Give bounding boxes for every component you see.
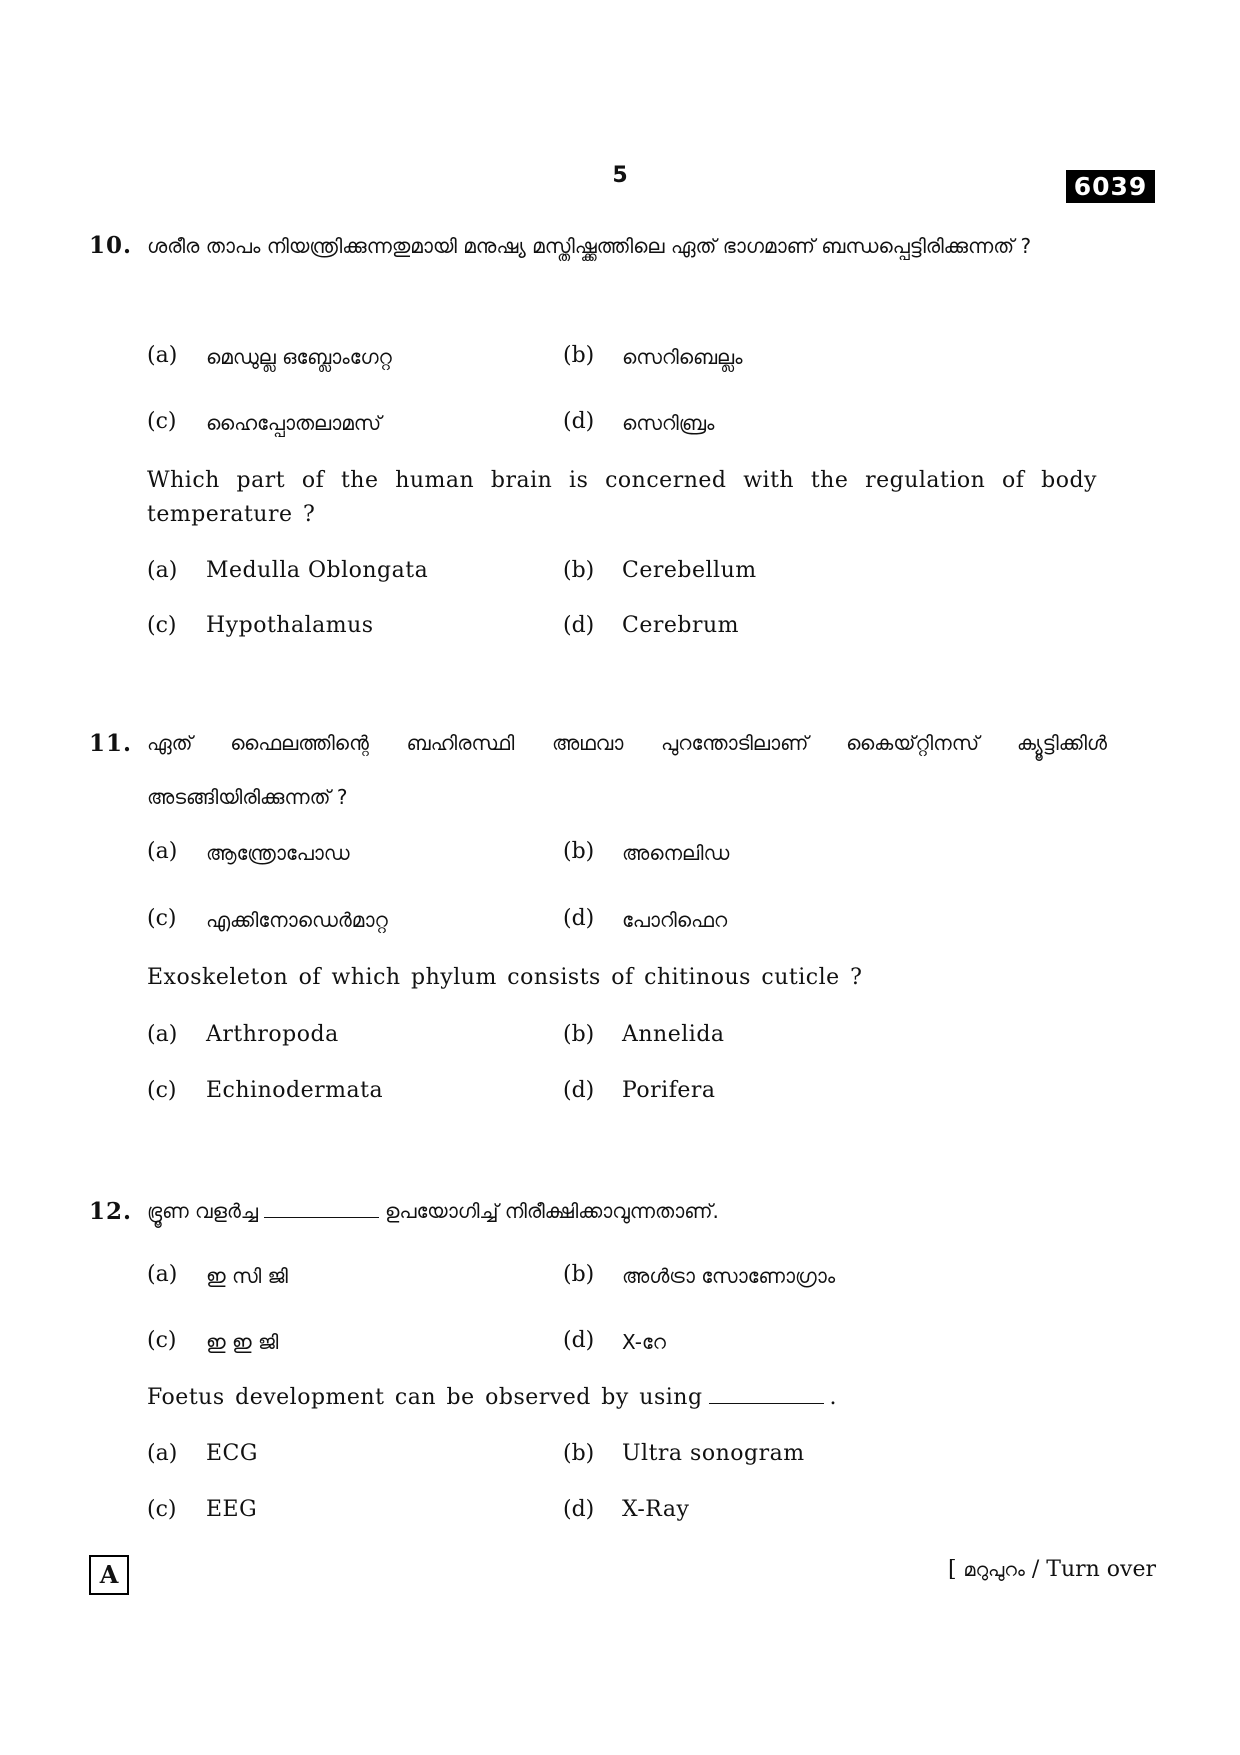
option-text-english: EEG xyxy=(206,1497,258,1522)
option-text-english: Medulla Oblongata xyxy=(206,558,429,583)
turn-over-english: Turn over xyxy=(1046,1557,1156,1582)
option-label: (c) xyxy=(147,1328,177,1353)
option-label: (b) xyxy=(563,343,595,368)
option-label: (b) xyxy=(563,1022,595,1047)
option-text-english: Annelida xyxy=(622,1022,725,1047)
option-label: (c) xyxy=(147,906,177,931)
question-text-malayalam: ശരീര താപം നിയന്ത്രിക്കുന്നതുമായി മനുഷ്യ മസ്തിഷ്ക്കത്തിലെ ഏത് ഭാഗമാണ് ബന്ധപ്പെട്ടിരിക്കുന്നത് ? xyxy=(147,234,1032,258)
option-text-english: Arthropoda xyxy=(206,1022,339,1047)
option-text-malayalam: ഹൈപ്പോതലാമസ് xyxy=(206,411,382,435)
turn-over-malayalam: മറുപുറം xyxy=(963,1559,1025,1581)
fill-in-blank xyxy=(264,1216,379,1218)
option-label: (a) xyxy=(147,558,178,583)
page-number: 5 xyxy=(612,163,628,188)
option-label: (d) xyxy=(563,906,595,931)
option-text-malayalam: അൾട്രാ സോണോഗ്രാം xyxy=(622,1264,836,1288)
option-text-malayalam: എക്കിനോഡെർമാറ്റ xyxy=(206,908,388,932)
option-label: (a) xyxy=(147,839,178,864)
fill-in-blank xyxy=(709,1402,824,1404)
option-label: (d) xyxy=(563,1078,595,1103)
question-text-english xyxy=(147,1381,1097,1415)
option-text-english: Cerebellum xyxy=(622,558,757,583)
version-label-box: A xyxy=(89,1555,129,1595)
option-text-english: X-Ray xyxy=(622,1497,690,1522)
option-text-malayalam: സെറിബ്രം xyxy=(622,411,715,435)
option-label: (b) xyxy=(563,839,595,864)
paper-code-badge: 6039 xyxy=(1066,170,1155,203)
option-text-malayalam: ഇ ഇ ജി xyxy=(206,1330,279,1354)
option-text-malayalam: X-റേ xyxy=(622,1330,666,1354)
option-label: (d) xyxy=(563,613,595,638)
question-text-malayalam xyxy=(147,1184,1107,1238)
option-text-english: Cerebrum xyxy=(622,613,740,638)
option-text-english: Echinodermata xyxy=(206,1078,384,1103)
question-text-english: Which part of the human brain is concerned with the regulation of body temperature ? xyxy=(147,468,1097,527)
option-text-malayalam: മെഡുല്ല ഒബ്ലോംഗേറ്റ xyxy=(206,345,392,369)
option-label: (c) xyxy=(147,1078,177,1103)
option-label: (a) xyxy=(147,343,178,368)
question-text-malayalam: ഏത് ഫൈലത്തിന്റെ ബഹിരസ്ഥി അഥവാ പുറന്തോടിലാണ് കൈയ്റ്റിനസ് ക്യൂട്ടിക്കിൾ അടങ്ങിയിരിക്കുന്നത് ? xyxy=(147,731,1107,809)
option-label: (b) xyxy=(563,1262,595,1287)
question-text-after-blank: . xyxy=(829,1385,838,1410)
option-label: (d) xyxy=(563,1328,595,1353)
question-text-after-blank: ഉപയോഗിച്ച് നിരീക്ഷിക്കാവുന്നതാണ്. xyxy=(384,1199,719,1223)
option-text-malayalam: ഇ സി ജി xyxy=(206,1264,288,1288)
option-label: (d) xyxy=(563,409,595,434)
turn-over-separator: / xyxy=(1031,1557,1040,1582)
option-text-english: ECG xyxy=(206,1441,258,1466)
option-label: (a) xyxy=(147,1441,178,1466)
question-text-english: Exoskeleton of which phylum consists of chitinous cuticle ? xyxy=(147,965,863,990)
option-label: (a) xyxy=(147,1262,178,1287)
option-label: (b) xyxy=(563,1441,595,1466)
option-text-malayalam: പോറിഫെറ xyxy=(622,908,728,932)
option-label: (b) xyxy=(563,558,595,583)
question-number: 10. xyxy=(89,232,133,259)
question-text-before-blank: ഭ്രൂണ വളർച്ച xyxy=(147,1199,258,1223)
option-text-english: Ultra sonogram xyxy=(622,1441,805,1466)
option-text-malayalam: ആന്ത്രോപോഡ xyxy=(206,841,350,865)
option-label: (c) xyxy=(147,409,177,434)
option-label: (d) xyxy=(563,1497,595,1522)
question-number: 12. xyxy=(89,1198,133,1225)
option-label: (a) xyxy=(147,1022,178,1047)
option-text-english: Hypothalamus xyxy=(206,613,374,638)
question-number: 11. xyxy=(89,730,133,757)
question-text-before-blank: Foetus development can be observed by using xyxy=(147,1385,703,1410)
option-label: (c) xyxy=(147,1497,177,1522)
turn-over-note: [ മറുപുറം / Turn over xyxy=(947,1557,1156,1582)
option-label: (c) xyxy=(147,613,177,638)
option-text-malayalam: സെറിബെല്ലം xyxy=(622,345,743,369)
option-text-malayalam: അനെലിഡ xyxy=(622,841,730,865)
option-text-english: Porifera xyxy=(622,1078,716,1103)
